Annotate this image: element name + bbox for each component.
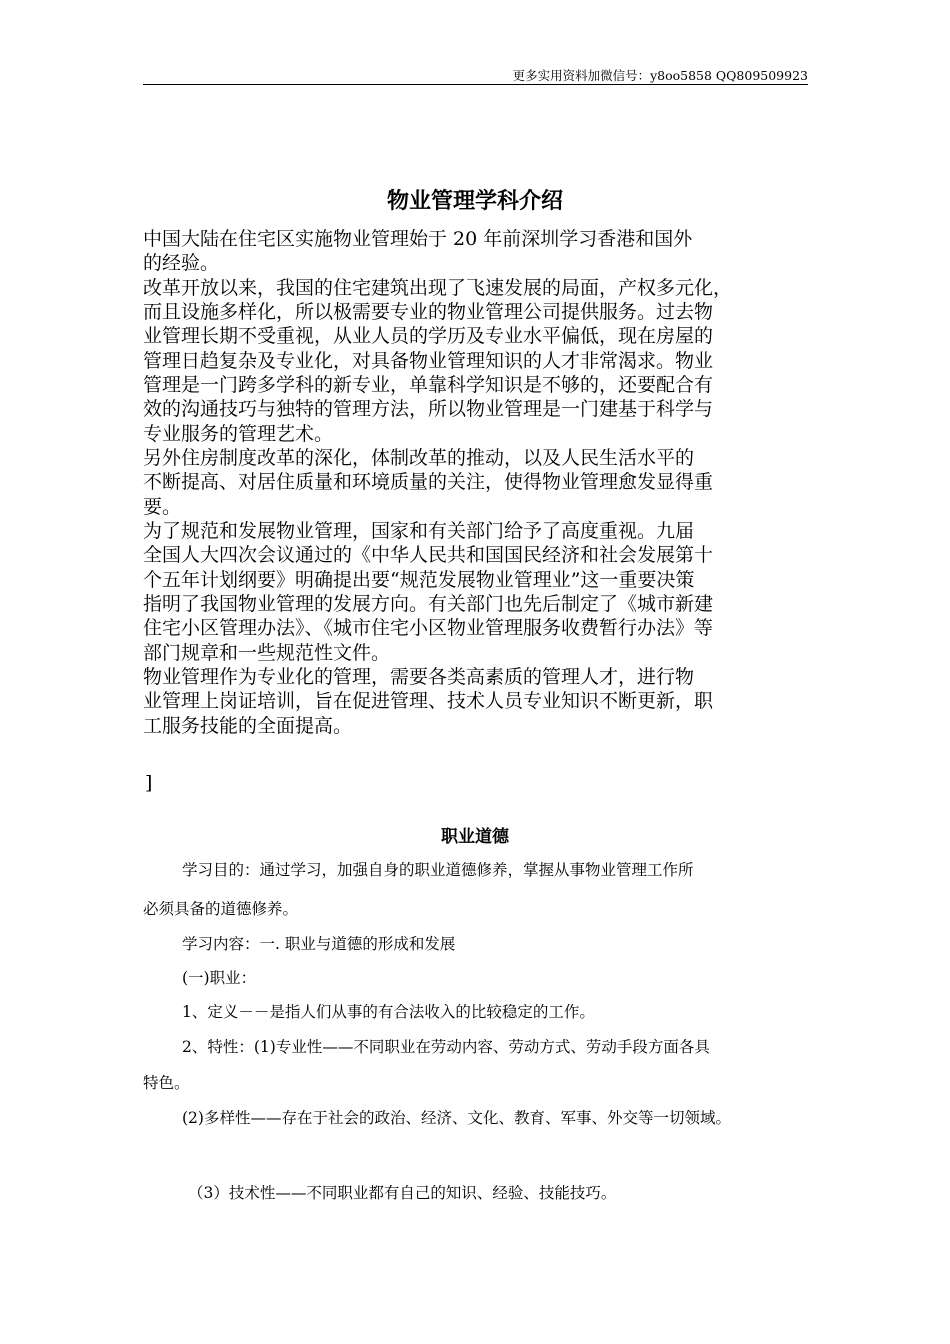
text-line: 另外住房制度改革的深化，体制改革的推动，以及人民生活水平的 (143, 447, 695, 469)
text-line: 效的沟通技巧与独特的管理方法，所以物业管理是一门建基于科学与 (143, 398, 714, 420)
text-line: 不断提高、对居住质量和环境质量的关注，使得物业管理愈发显得重 (143, 471, 714, 493)
section-line: 1、定义－－是指人们从事的有合法收入的比较稳定的工作。 (182, 1003, 595, 1021)
section-line: (一)职业： (182, 969, 257, 987)
text-line: 部门规章和一些规范性文件。 (143, 642, 391, 664)
text-line: 专业服务的管理艺术。 (143, 423, 334, 445)
text-line: 改革开放以来，我国的住宅建筑出现了飞速发展的局面，产权多元化， (143, 277, 733, 299)
text-line: 全国人大四次会议通过的《中华人民共和国国民经济和社会发展第十 (143, 544, 714, 566)
text-line: 指明了我国物业管理的发展方向。有关部门也先后制定了《城市新建 (143, 593, 714, 615)
header-contact-text: 更多实用资料加微信号：y8oo5858 QQ809509923 (512, 68, 808, 83)
stray-bracket: ] (145, 772, 153, 794)
section-line: （3）技术性——不同职业都有自己的知识、经验、技能技巧。 (188, 1184, 617, 1202)
section-line: 学习内容：一. 职业与道德的形成和发展 (182, 935, 456, 953)
text-line: 为了规范和发展物业管理，国家和有关部门给予了高度重视。九届 (143, 520, 695, 542)
section-line: (2)多样性——存在于社会的政治、经济、文化、教育、军事、外交等一切领域。 (182, 1109, 731, 1127)
section-line: 特色。 (143, 1074, 190, 1092)
text-line: 中国大陆在住宅区实施物业管理始于 20 年前深圳学习香港和国外 (143, 228, 693, 250)
text-line: 个五年计划纲要》明确提出要“规范发展物业管理业”这一重要决策 (143, 569, 695, 591)
text-line: 管理是一门跨多学科的新专业，单靠科学知识是不够的，还要配合有 (143, 374, 714, 396)
text-line: 管理日趋复杂及专业化，对具备物业管理知识的人才非常渴求。物业 (143, 350, 714, 372)
text-line: 而且设施多样化，所以极需要专业的物业管理公司提供服务。过去物 (143, 301, 714, 323)
text-line: 住宅小区管理办法》、《城市住宅小区物业管理服务收费暂行办法》等 (143, 617, 714, 639)
text-line: 的经验。 (143, 252, 220, 274)
text-line: 物业管理作为专业化的管理，需要各类高素质的管理人才，进行物 (143, 666, 695, 688)
section-line: 必须具备的道德修养。 (143, 900, 299, 918)
section-line: 2、特性：(1)专业性——不同职业在劳动内容、劳动方式、劳动手段方面各具 (182, 1038, 710, 1056)
section-title: 职业道德 (441, 827, 509, 847)
section-line: 学习目的：通过学习，加强自身的职业道德修养，掌握从事物业管理工作所 (182, 861, 694, 879)
text-line: 工服务技能的全面提高。 (143, 715, 353, 737)
page-title: 物业管理学科介绍 (386, 189, 563, 214)
header-divider (143, 84, 808, 85)
text-line: 业管理上岗证培训，旨在促进管理、技术人员专业知识不断更新，职 (143, 690, 714, 712)
text-line: 要。 (143, 496, 182, 518)
text-line: 业管理长期不受重视，从业人员的学历及专业水平偏低，现在房屋的 (143, 325, 714, 347)
